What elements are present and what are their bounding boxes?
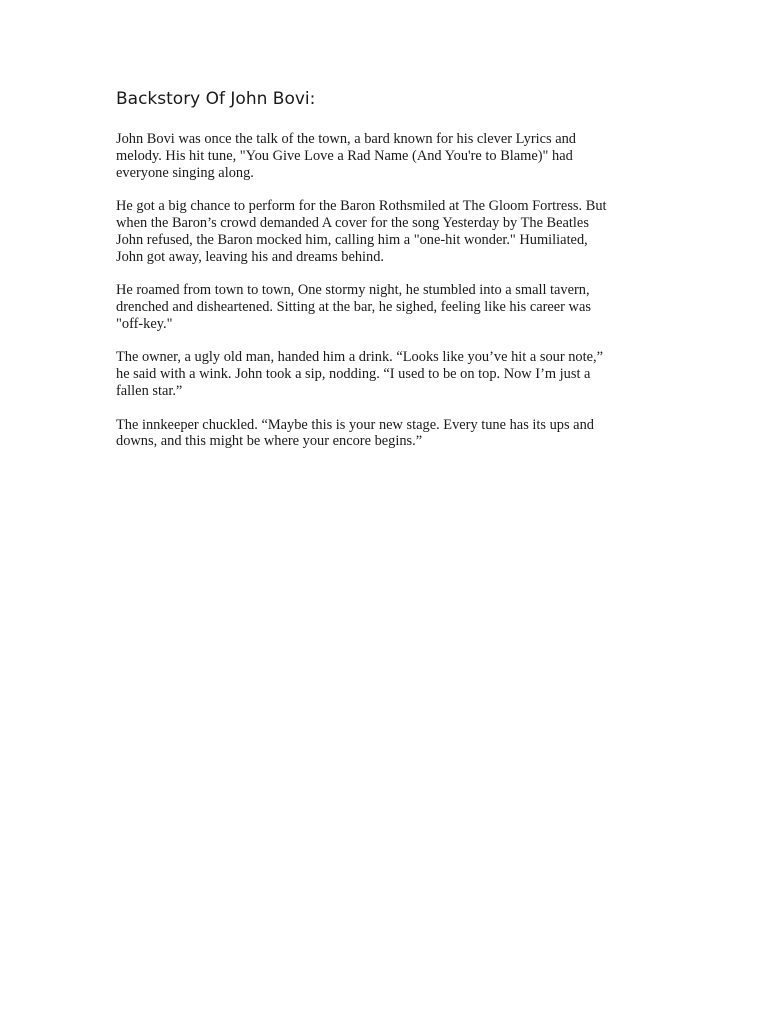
text-line: He got a big chance to perform for the Baron Rothsmiled at The Gloom Fortress. But <box>116 198 607 215</box>
text-line: John got away, leaving his and dreams behind. <box>116 248 385 265</box>
document-body <box>116 131 656 467</box>
document-title: Backstory Of John Bovi: <box>116 89 316 109</box>
text-line: The owner, a ugly old man, handed him a drink. “Looks like you’ve hit a sour note,” <box>116 349 603 366</box>
text-line: The innkeeper chuckled. “Maybe this is your new stage. Every tune has its ups and <box>116 416 594 433</box>
text-line: he said with a wink. John took a sip, nodding. “I used to be on top. Now I’m just a <box>116 366 591 383</box>
paragraph <box>116 349 656 399</box>
text-line: fallen star.” <box>116 382 183 399</box>
paragraph <box>116 131 656 181</box>
text-line: "off-key." <box>116 315 173 332</box>
text-line: when the Baron’s crowd demanded A cover for the song Yesterday by The Beatles <box>116 214 589 231</box>
text-line: downs, and this might be where your encore begins.” <box>116 433 423 450</box>
text-line: John refused, the Baron mocked him, calling him a "one-hit wonder." Humiliated, <box>116 231 588 248</box>
text-line: everyone singing along. <box>116 164 254 181</box>
paragraph <box>116 282 656 332</box>
text-line: drenched and disheartened. Sitting at the bar, he sighed, feeling like his career was <box>116 298 591 315</box>
paragraph <box>116 417 656 451</box>
text-line: He roamed from town to town, One stormy night, he stumbled into a small tavern, <box>116 282 590 299</box>
text-line: John Bovi was once the talk of the town, a bard known for his clever Lyrics and <box>116 131 576 147</box>
paragraph <box>116 198 656 265</box>
text-line: melody. His hit tune, "You Give Love a Rad Name (And You're to Blame)" had <box>116 147 573 164</box>
